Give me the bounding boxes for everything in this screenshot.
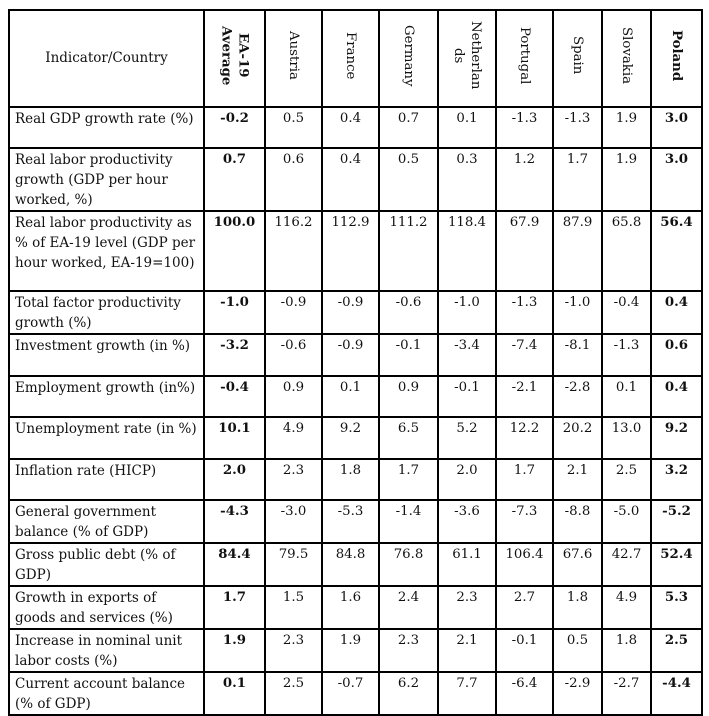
value-cell: 0.9 <box>265 376 322 417</box>
value-cell: -0.2 <box>204 107 265 148</box>
value-cell: -8.1 <box>553 334 602 376</box>
indicator-label: Real labor productivity as % of EA-19 level (GDP per hour worked, EA-19=100) <box>9 211 204 291</box>
value-cell: 0.1 <box>602 376 651 417</box>
value-cell: -4.4 <box>651 672 702 715</box>
column-header-france <box>322 10 379 107</box>
value-cell: -1.4 <box>379 500 438 543</box>
table-row <box>9 629 702 672</box>
value-cell: 84.8 <box>322 543 379 586</box>
value-cell: -3.0 <box>265 500 322 543</box>
value-cell: -3.2 <box>204 334 265 376</box>
value-cell: 0.4 <box>651 291 702 334</box>
value-cell: 0.5 <box>553 629 602 672</box>
value-cell: 2.0 <box>438 459 496 500</box>
column-header-label <box>516 27 533 84</box>
value-cell: -0.6 <box>265 334 322 376</box>
indicator-label: General government balance (% of GDP) <box>9 500 204 543</box>
column-header-label <box>450 21 484 89</box>
value-cell: -5.0 <box>602 500 651 543</box>
value-cell: 112.9 <box>322 211 379 291</box>
value-cell: -0.1 <box>438 376 496 417</box>
column-header-line: Poland <box>669 29 684 81</box>
value-cell: 1.7 <box>379 459 438 500</box>
value-cell: 118.4 <box>438 211 496 291</box>
column-header-germany <box>379 10 438 107</box>
column-header-label <box>668 30 685 81</box>
column-header-line: EA-19 <box>235 33 251 78</box>
column-header-line: Germany <box>401 24 416 86</box>
column-header-poland <box>651 10 702 107</box>
value-cell: -0.4 <box>204 376 265 417</box>
value-cell: -0.6 <box>379 291 438 334</box>
value-cell: 1.2 <box>496 148 553 211</box>
table-row <box>9 543 702 586</box>
value-cell: -7.3 <box>496 500 553 543</box>
value-cell: 7.7 <box>438 672 496 715</box>
header-row <box>9 10 702 107</box>
table-row <box>9 107 702 148</box>
value-cell: -0.1 <box>379 334 438 376</box>
value-cell: 2.3 <box>265 629 322 672</box>
indicator-label: Increase in nominal unit labor costs (%) <box>9 629 204 672</box>
value-cell: 67.6 <box>553 543 602 586</box>
column-header-line: Netherlan <box>468 21 483 90</box>
value-cell: 42.7 <box>602 543 651 586</box>
value-cell: 116.2 <box>265 211 322 291</box>
value-cell: 3.0 <box>651 148 702 211</box>
value-cell: 106.4 <box>496 543 553 586</box>
column-header-label <box>285 31 302 80</box>
value-cell: 13.0 <box>602 417 651 459</box>
value-cell: -5.2 <box>651 500 702 543</box>
table-row <box>9 672 702 715</box>
column-header-line: Austria <box>286 30 301 80</box>
column-header-line: Spain <box>570 36 585 75</box>
value-cell: 2.1 <box>438 629 496 672</box>
value-cell: 2.0 <box>204 459 265 500</box>
value-cell: 2.3 <box>438 586 496 629</box>
value-cell: 65.8 <box>602 211 651 291</box>
value-cell: 2.5 <box>651 629 702 672</box>
value-cell: -3.4 <box>438 334 496 376</box>
value-cell: -0.1 <box>496 629 553 672</box>
column-header-portugal <box>496 10 553 107</box>
value-cell: 1.6 <box>322 586 379 629</box>
value-cell: 52.4 <box>651 543 702 586</box>
value-cell: 0.6 <box>265 148 322 211</box>
value-cell: 20.2 <box>553 417 602 459</box>
value-cell: -1.0 <box>204 291 265 334</box>
value-cell: 111.2 <box>379 211 438 291</box>
indicator-label: Inflation rate (HICP) <box>9 459 204 500</box>
value-cell: 0.5 <box>379 148 438 211</box>
column-header-austria <box>265 10 322 107</box>
value-cell: -1.0 <box>553 291 602 334</box>
value-cell: 0.7 <box>379 107 438 148</box>
value-cell: 1.8 <box>322 459 379 500</box>
value-cell: 1.9 <box>602 148 651 211</box>
indicator-label: Growth in exports of goods and services (%) <box>9 586 204 629</box>
value-cell: -2.7 <box>602 672 651 715</box>
value-cell: 0.1 <box>322 376 379 417</box>
value-cell: 2.3 <box>379 629 438 672</box>
column-header-ea-19-average <box>204 10 265 107</box>
value-cell: -1.3 <box>496 107 553 148</box>
value-cell: -3.6 <box>438 500 496 543</box>
table-row <box>9 417 702 459</box>
value-cell: 61.1 <box>438 543 496 586</box>
value-cell: -2.1 <box>496 376 553 417</box>
value-cell: -0.9 <box>322 334 379 376</box>
indicator-label: Real GDP growth rate (%) <box>9 107 204 148</box>
value-cell: -1.3 <box>602 334 651 376</box>
value-cell: 1.7 <box>496 459 553 500</box>
table-row <box>9 148 702 211</box>
column-header-label <box>218 26 252 85</box>
table-body <box>9 107 702 715</box>
value-cell: -2.9 <box>553 672 602 715</box>
value-cell: 56.4 <box>651 211 702 291</box>
column-header-line: Portugal <box>517 26 532 84</box>
value-cell: -1.3 <box>553 107 602 148</box>
value-cell: 2.7 <box>496 586 553 629</box>
value-cell: 2.1 <box>553 459 602 500</box>
indicator-label: Unemployment rate (in %) <box>9 417 204 459</box>
column-header-line: Average <box>218 25 234 85</box>
value-cell: 79.5 <box>265 543 322 586</box>
value-cell: -0.9 <box>322 291 379 334</box>
column-header-netherlands <box>438 10 496 107</box>
value-cell: 0.5 <box>265 107 322 148</box>
table-row <box>9 211 702 291</box>
table-row <box>9 376 702 417</box>
value-cell: 84.4 <box>204 543 265 586</box>
value-cell: 4.9 <box>602 586 651 629</box>
value-cell: 5.2 <box>438 417 496 459</box>
value-cell: 9.2 <box>322 417 379 459</box>
indicator-label: Total factor productivity growth (%) <box>9 291 204 334</box>
column-header-spain <box>553 10 602 107</box>
column-header-label <box>569 36 586 74</box>
value-cell: 76.8 <box>379 543 438 586</box>
table-row <box>9 291 702 334</box>
column-header-label <box>618 27 635 84</box>
value-cell: 0.4 <box>322 107 379 148</box>
value-cell: 12.2 <box>496 417 553 459</box>
indicator-label: Employment growth (in%) <box>9 376 204 417</box>
value-cell: 4.9 <box>265 417 322 459</box>
indicator-label: Real labor productivity growth (GDP per hour worked, %) <box>9 148 204 211</box>
value-cell: -0.4 <box>602 291 651 334</box>
value-cell: 1.7 <box>553 148 602 211</box>
value-cell: 87.9 <box>553 211 602 291</box>
value-cell: -0.9 <box>265 291 322 334</box>
indicator-label: Investment growth (in %) <box>9 334 204 376</box>
value-cell: 2.5 <box>265 672 322 715</box>
value-cell: -1.3 <box>496 291 553 334</box>
value-cell: 0.4 <box>322 148 379 211</box>
value-cell: -7.4 <box>496 334 553 376</box>
value-cell: 2.4 <box>379 586 438 629</box>
value-cell: 1.8 <box>553 586 602 629</box>
value-cell: 10.1 <box>204 417 265 459</box>
table-row <box>9 334 702 376</box>
column-header-line: France <box>343 31 358 79</box>
value-cell: 2.5 <box>602 459 651 500</box>
value-cell: 1.8 <box>602 629 651 672</box>
table-row <box>9 500 702 543</box>
value-cell: -5.3 <box>322 500 379 543</box>
value-cell: 3.0 <box>651 107 702 148</box>
table-row <box>9 459 702 500</box>
column-header-label <box>342 32 359 79</box>
value-cell: 6.2 <box>379 672 438 715</box>
column-header-slovakia <box>602 10 651 107</box>
value-cell: 0.6 <box>651 334 702 376</box>
value-cell: 6.5 <box>379 417 438 459</box>
value-cell: 0.1 <box>204 672 265 715</box>
indicators-table <box>8 9 703 716</box>
corner-header: Indicator/Country <box>9 10 204 107</box>
value-cell: 0.4 <box>651 376 702 417</box>
value-cell: 0.1 <box>438 107 496 148</box>
value-cell: -2.8 <box>553 376 602 417</box>
value-cell: 67.9 <box>496 211 553 291</box>
table-row <box>9 586 702 629</box>
column-header-line: Slovakia <box>619 26 634 84</box>
value-cell: 9.2 <box>651 417 702 459</box>
column-header-label <box>400 25 417 86</box>
indicator-label: Current account balance (% of GDP) <box>9 672 204 715</box>
column-header-line: ds <box>451 47 466 63</box>
value-cell: 0.9 <box>379 376 438 417</box>
value-cell: 3.2 <box>651 459 702 500</box>
value-cell: 2.3 <box>265 459 322 500</box>
value-cell: -0.7 <box>322 672 379 715</box>
value-cell: -4.3 <box>204 500 265 543</box>
value-cell: 1.9 <box>322 629 379 672</box>
value-cell: 1.9 <box>602 107 651 148</box>
value-cell: 1.5 <box>265 586 322 629</box>
value-cell: 1.9 <box>204 629 265 672</box>
value-cell: 5.3 <box>651 586 702 629</box>
value-cell: 1.7 <box>204 586 265 629</box>
value-cell: -1.0 <box>438 291 496 334</box>
value-cell: -6.4 <box>496 672 553 715</box>
value-cell: 0.3 <box>438 148 496 211</box>
value-cell: -8.8 <box>553 500 602 543</box>
value-cell: 0.7 <box>204 148 265 211</box>
value-cell: 100.0 <box>204 211 265 291</box>
indicator-label: Gross public debt (% of GDP) <box>9 543 204 586</box>
